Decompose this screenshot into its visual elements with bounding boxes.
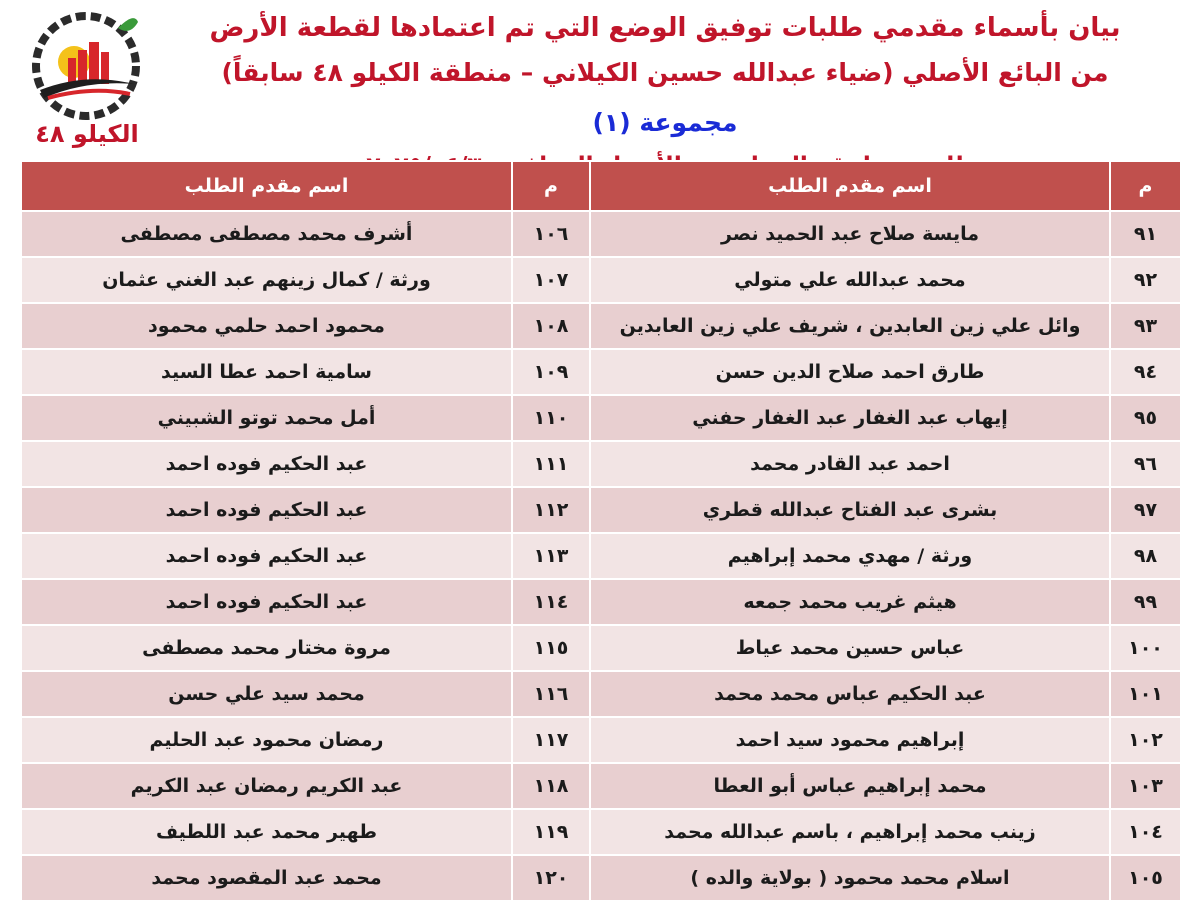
table-row [21,809,1181,855]
applicant-name: سامية احمد عطا السيد [21,349,512,395]
applicant-name: احمد عبد القادر محمد [590,441,1110,487]
applicant-name: عباس حسين محمد عياط [590,625,1110,671]
table-row [21,487,1181,533]
table-row [21,855,1181,901]
row-number: ٩٦ [1110,441,1181,487]
applicant-name: أشرف محمد مصطفى مصطفى [21,211,512,257]
row-number: ١١٥ [512,625,590,671]
row-number: ٩٣ [1110,303,1181,349]
row-number: ١٠٩ [512,349,590,395]
column-header-name: اسم مقدم الطلب [590,161,1110,211]
column-header-num: م [512,161,590,211]
table-row [21,349,1181,395]
row-number: ٩٥ [1110,395,1181,441]
applicant-name: محمد عبدالله علي متولي [590,257,1110,303]
applicants-table [20,160,1182,902]
row-number: ١٠٥ [1110,855,1181,901]
applicants-table-container [20,160,1180,892]
row-number: ١٠٦ [512,211,590,257]
row-number: ١١٣ [512,533,590,579]
page-title: بيان بأسماء مقدمي طلبات توفيق الوضع التي تم اعتمادها لقطعة الأرض [209,13,1121,43]
column-header-name: اسم مقدم الطلب [21,161,512,211]
applicant-name: ورثة / مهدي محمد إبراهيم [590,533,1110,579]
applicant-name: عبد الحكيم فوده احمد [21,487,512,533]
column-header-num: م [1110,161,1181,211]
table-row [21,395,1181,441]
applicant-name: هيثم غريب محمد جمعه [590,579,1110,625]
table-row [21,441,1181,487]
applicant-name: محمد سيد علي حسن [21,671,512,717]
row-number: ١٠٨ [512,303,590,349]
applicant-name: اسلام محمد محمود ( بولاية والده ) [590,855,1110,901]
row-number: ١١٧ [512,717,590,763]
table-row [21,533,1181,579]
applicant-name: طارق احمد صلاح الدين حسن [590,349,1110,395]
city-logo [22,6,152,152]
row-number: ٩٩ [1110,579,1181,625]
table-row [21,763,1181,809]
row-number: ١١٤ [512,579,590,625]
applicant-name: بشرى عبد الفتاح عبدالله قطري [590,487,1110,533]
table-header-row [21,161,1181,211]
row-number: ١١٢ [512,487,590,533]
applicant-name: زينب محمد إبراهيم ، باسم عبدالله محمد [590,809,1110,855]
applicant-name: رمضان محمود عبد الحليم [21,717,512,763]
applicant-name: محمد عبد المقصود محمد [21,855,512,901]
applicant-name: إيهاب عبد الغفار عبد الغفار حفني [590,395,1110,441]
row-number: ١١٠ [512,395,590,441]
applicant-name: مروة مختار محمد مصطفى [21,625,512,671]
table-row [21,671,1181,717]
applicant-name: عبد الحكيم عباس محمد محمد [590,671,1110,717]
row-number: ٩٧ [1110,487,1181,533]
applicant-name: وائل علي زين العابدين ، شريف علي زين العابدين [590,303,1110,349]
row-number: ١٠٧ [512,257,590,303]
applicant-name: طهير محمد عبد اللطيف [21,809,512,855]
row-number: ١٠٢ [1110,717,1181,763]
row-number: ١١٩ [512,809,590,855]
applicant-name: محمود احمد حلمي محمود [21,303,512,349]
table-row [21,303,1181,349]
title-block [170,8,1160,184]
table-row [21,625,1181,671]
table-row [21,211,1181,257]
row-number: ١١٨ [512,763,590,809]
row-number: ١٠١ [1110,671,1181,717]
row-number: ١٠٤ [1110,809,1181,855]
group-label: مجموعة (١) [592,108,738,137]
row-number: ٩٤ [1110,349,1181,395]
applicant-name: عبد الحكيم فوده احمد [21,441,512,487]
applicant-name: عبد الكريم رمضان عبد الكريم [21,763,512,809]
applicant-name: إبراهيم محمود سيد احمد [590,717,1110,763]
table-row [21,579,1181,625]
row-number: ١١١ [512,441,590,487]
applicant-name: أمل محمد توتو الشبيني [21,395,512,441]
row-number: ٩٨ [1110,533,1181,579]
seller-line: من البائع الأصلي (ضياء عبدالله حسين الكيلاني – منطقة الكيلو ٤٨ سابقاً) [221,58,1109,87]
applicant-name: ورثة / كمال زينهم عبد الغني عثمان [21,257,512,303]
row-number: ٩١ [1110,211,1181,257]
row-number: ١٠٠ [1110,625,1181,671]
row-number: ١١٦ [512,671,590,717]
applicant-name: مايسة صلاح عبد الحميد نصر [590,211,1110,257]
applicant-name: عبد الحكيم فوده احمد [21,579,512,625]
applicant-name: محمد إبراهيم عباس أبو العطا [590,763,1110,809]
page-header [0,0,1200,160]
logo-caption: الكيلو ٤٨ [35,120,139,148]
applicant-name: عبد الحكيم فوده احمد [21,533,512,579]
logo-emblem-icon [22,6,152,122]
row-number: ١٠٣ [1110,763,1181,809]
row-number: ٩٢ [1110,257,1181,303]
table-row [21,257,1181,303]
table-row [21,717,1181,763]
row-number: ١٢٠ [512,855,590,901]
title-subline [170,48,1160,148]
